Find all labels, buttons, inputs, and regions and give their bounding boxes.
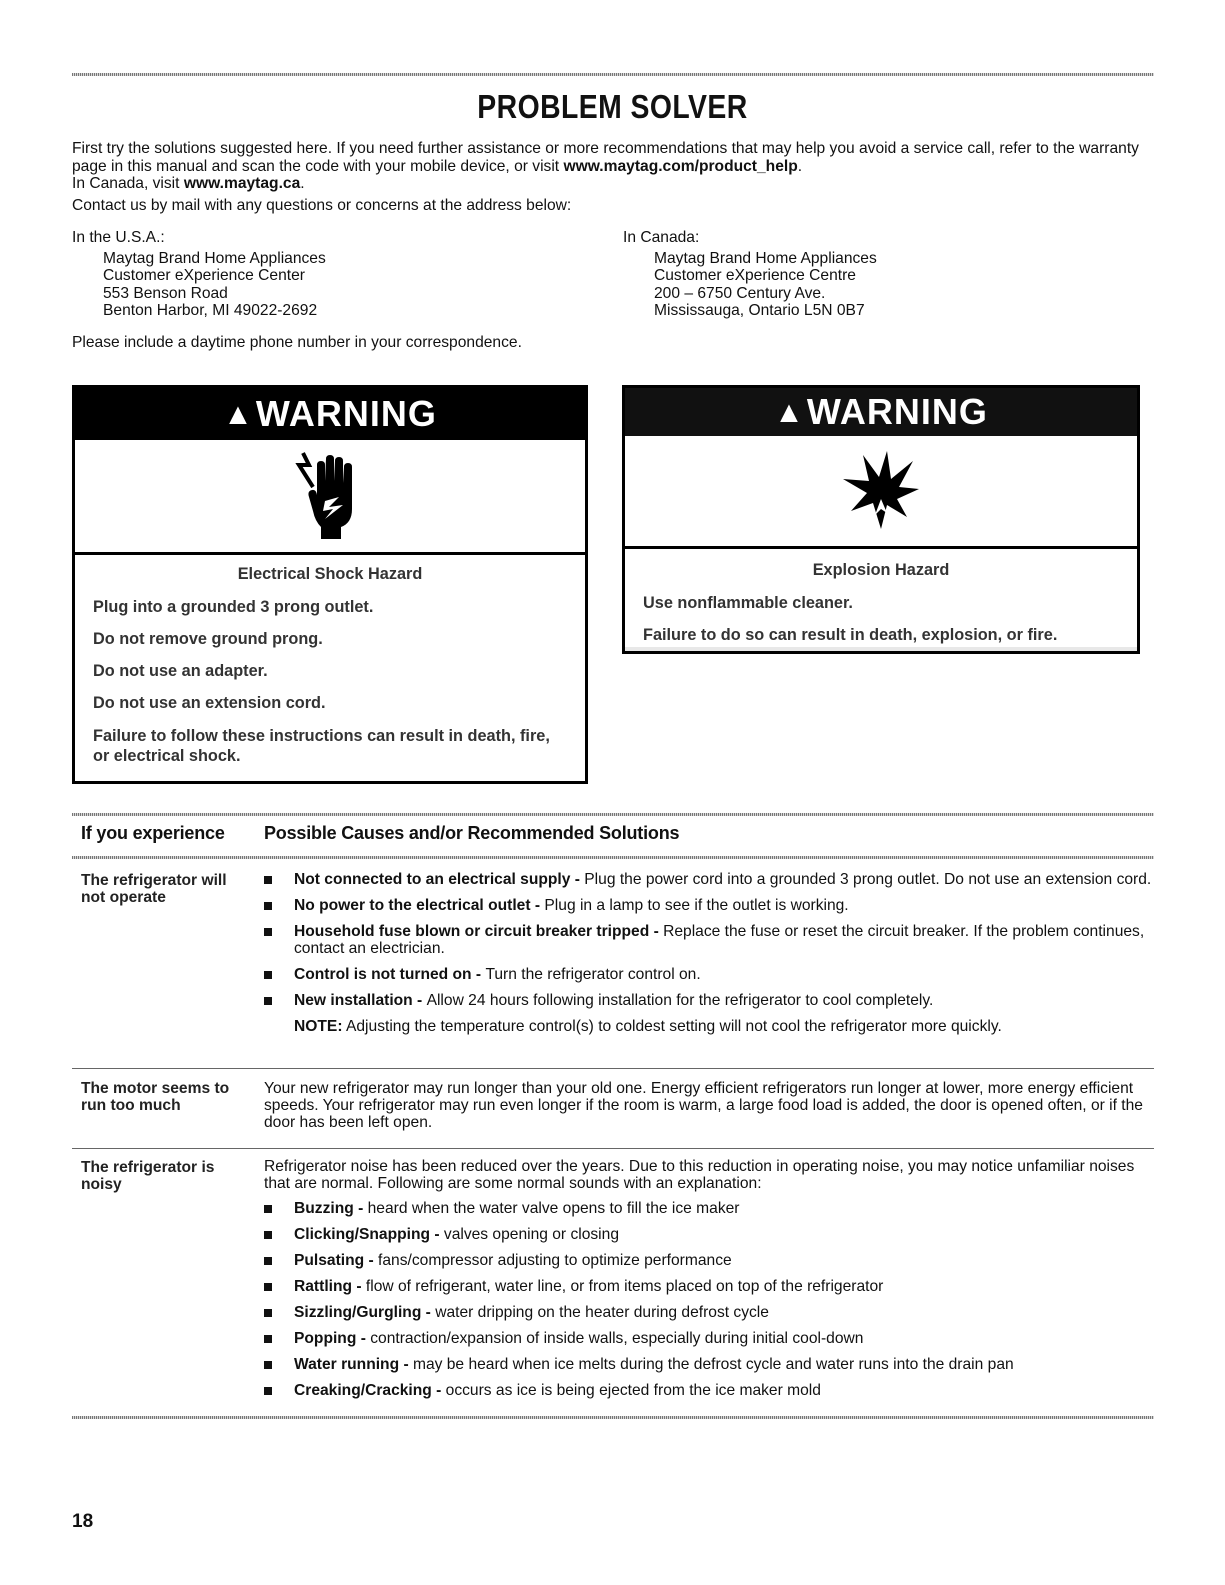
bullet-icon — [264, 1335, 272, 1343]
header-divider — [72, 856, 1154, 859]
bullet-icon — [264, 971, 272, 979]
table-top-divider — [72, 813, 1154, 816]
solution-item — [264, 992, 1154, 1009]
sound-label: Sizzling/Gurgling - — [294, 1304, 436, 1321]
warning-instruction: Do not use an adapter. — [93, 662, 268, 680]
include-phone-note: Please include a daytime phone number in your correspondence. — [72, 334, 522, 351]
sound-explanation: flow of refrigerant, water line, or from items placed on top of the refrigerator — [365, 1278, 884, 1295]
electrical-shock-hand-icon — [295, 451, 365, 541]
sound-explanation: heard when the water valve opens to fill the ice maker — [367, 1200, 740, 1217]
solutions-list — [264, 1158, 1154, 1408]
problem-label: The refrigerator will not operate — [81, 872, 227, 906]
intro-text-1: First try the solutions suggested here. If you need further assistance or more recommendations that may help you avoid a service call, refer to the warranty page in this manual and scan the code with your mobile device, or visit — [72, 140, 1139, 175]
warning-consequence: Failure to follow these instructions can result in death, fire, or electrical shock. — [93, 727, 550, 765]
sound-label: Buzzing - — [294, 1200, 368, 1217]
sound-item — [264, 1356, 1154, 1373]
cause-label: Not connected to an electrical supply - — [294, 871, 585, 888]
warning-text — [75, 555, 585, 766]
problem-label: The motor seems to run too much — [81, 1080, 230, 1114]
solution-item — [264, 871, 1154, 888]
explosion-icon — [841, 449, 921, 533]
sound-item — [264, 1226, 1154, 1243]
bullet-icon — [264, 902, 272, 910]
warning-text — [625, 549, 1137, 647]
address-line: Maytag Brand Home Appliances — [103, 249, 326, 267]
canada-paragraph — [72, 175, 1162, 193]
bullet-icon — [264, 1283, 272, 1291]
sound-explanation: valves opening or closing — [443, 1226, 619, 1243]
warning-pictogram — [625, 436, 1137, 549]
sound-explanation: water dripping on the heater during defrost cycle — [435, 1304, 769, 1321]
solution-text: Replace the fuse or reset the circuit breaker. If the problem continues, contact an electrician. — [294, 923, 1145, 957]
sound-item — [264, 1304, 1154, 1321]
address-line: Maytag Brand Home Appliances — [654, 249, 877, 267]
sound-item — [264, 1382, 1154, 1399]
sound-item — [264, 1278, 1154, 1295]
bullet-icon — [264, 876, 272, 884]
page-title: PROBLEM SOLVER — [477, 88, 748, 125]
sound-label: Water running - — [294, 1356, 413, 1373]
address-line: Customer eXperience Center — [103, 267, 305, 284]
hazard-name: Explosion Hazard — [812, 561, 950, 579]
sound-explanation: contraction/expansion of inside walls, especially during initial cool-down — [370, 1330, 864, 1347]
warning-instruction: Do not use an extension cord. — [93, 694, 326, 712]
address-line: Mississauga, Ontario L5N 0B7 — [654, 302, 865, 319]
contact-paragraph: Contact us by mail with any questions or concerns at the address below: — [72, 196, 572, 214]
intro-period: . — [797, 157, 803, 175]
warning-title: WARNING — [806, 391, 988, 432]
bullet-icon — [264, 1361, 272, 1369]
solution-text: Plug the power cord into a grounded 3 prong outlet. Do not use an extension cord. — [584, 871, 1152, 888]
warning-consequence: Failure to do so can result in death, explosion, or fire. — [643, 626, 1058, 644]
cause-label: Household fuse blown or circuit breaker tripped - — [294, 923, 664, 940]
cause-label: No power to the electrical outlet - — [294, 897, 545, 914]
bullet-icon — [264, 997, 272, 1005]
hazard-name: Electrical Shock Hazard — [237, 565, 423, 583]
canada-text: In Canada, visit — [72, 175, 184, 192]
sound-item — [264, 1330, 1154, 1347]
table-bottom-divider — [72, 1416, 1154, 1419]
top-divider — [72, 73, 1154, 76]
row-divider — [72, 1148, 1154, 1149]
address-line: 200 – 6750 Century Ave. — [654, 284, 826, 302]
sound-label: Creaking/Cracking - — [294, 1382, 446, 1399]
column-header-solutions: Possible Causes and/or Recommended Solutions — [264, 823, 680, 843]
solution-text: Allow 24 hours following installation for the refrigerator to cool completely. — [426, 992, 934, 1009]
problem-label: The refrigerator is noisy — [81, 1159, 215, 1193]
warning-triangle-icon: ▲ — [223, 398, 254, 431]
noise-intro: Refrigerator noise has been reduced over the years. Due to this reduction in operating noise, you may notice unfamiliar noises that are normal. Following are some normal sounds with an explanation: — [264, 1158, 1135, 1192]
warning-triangle-icon: ▲ — [774, 396, 805, 429]
address-canada — [623, 229, 877, 320]
sound-item — [264, 1200, 1154, 1217]
intro-text — [72, 140, 1162, 214]
bullet-icon — [264, 1257, 272, 1265]
note-label: NOTE: — [294, 1018, 343, 1035]
warning-instruction: Use nonflammable cleaner. — [643, 594, 853, 612]
address-line: 553 Benson Road — [103, 284, 228, 302]
solution-text: Turn the refrigerator control on. — [485, 966, 701, 983]
warning-title: WARNING — [255, 393, 437, 434]
bullet-icon — [264, 1231, 272, 1239]
product-help-link[interactable]: www.maytag.com/product_help — [563, 157, 798, 175]
solution-item — [264, 966, 1154, 983]
canada-period: . — [300, 175, 305, 192]
warning-instruction: Plug into a grounded 3 prong outlet. — [93, 598, 374, 616]
warning-header — [75, 388, 585, 440]
maytag-ca-link[interactable]: www.maytag.ca — [183, 175, 301, 192]
bullet-icon — [264, 1387, 272, 1395]
sound-item — [264, 1252, 1154, 1269]
solution-item — [264, 897, 1154, 914]
explosion-warning — [622, 385, 1140, 654]
bullet-icon — [264, 1309, 272, 1317]
bullet-icon — [264, 928, 272, 936]
note-text: Adjusting the temperature control(s) to coldest setting will not cool the refrigerator more quickly. — [342, 1018, 1002, 1035]
warning-pictogram — [75, 440, 585, 555]
sound-explanation: occurs as ice is being ejected from the ice maker mold — [445, 1382, 821, 1399]
address-usa — [72, 229, 326, 320]
warning-header — [625, 388, 1137, 436]
column-header-experience: If you experience — [81, 823, 225, 843]
address-line: Benton Harbor, MI 49022-2692 — [103, 302, 318, 319]
row-divider — [72, 1068, 1154, 1069]
solution-item — [264, 923, 1154, 957]
warning-instruction: Do not remove ground prong. — [93, 630, 323, 648]
solution-text: Plug in a lamp to see if the outlet is working. — [544, 897, 849, 914]
page-number: 18 — [72, 1511, 94, 1532]
sound-label: Rattling - — [294, 1278, 366, 1295]
sound-label: Popping - — [294, 1330, 371, 1347]
note — [264, 1018, 1154, 1035]
cause-label: New installation - — [294, 992, 427, 1009]
electrical-shock-warning — [72, 385, 588, 784]
intro-paragraph — [72, 140, 1162, 175]
sound-explanation: fans/compressor adjusting to optimize performance — [378, 1252, 732, 1269]
sound-explanation: may be heard when ice melts during the defrost cycle and water runs into the drain pan — [412, 1356, 1014, 1373]
address-line: Customer eXperience Centre — [654, 267, 856, 284]
address-label: In the U.S.A.: — [72, 229, 165, 246]
solution-text: Your new refrigerator may run longer than your old one. Energy efficient refrigerators run longer at lower, more energy efficient speeds. Your refrigerator may run even longer if the room is warm, a large food load is added, the door is opened often, or if the door has been left open. — [264, 1080, 1143, 1131]
address-label: In Canada: — [623, 229, 700, 246]
sound-label: Clicking/Snapping - — [294, 1226, 444, 1243]
solutions-list — [264, 871, 1154, 1035]
bullet-icon — [264, 1205, 272, 1213]
cause-label: Control is not turned on - — [294, 966, 486, 983]
sound-label: Pulsating - — [294, 1252, 379, 1269]
